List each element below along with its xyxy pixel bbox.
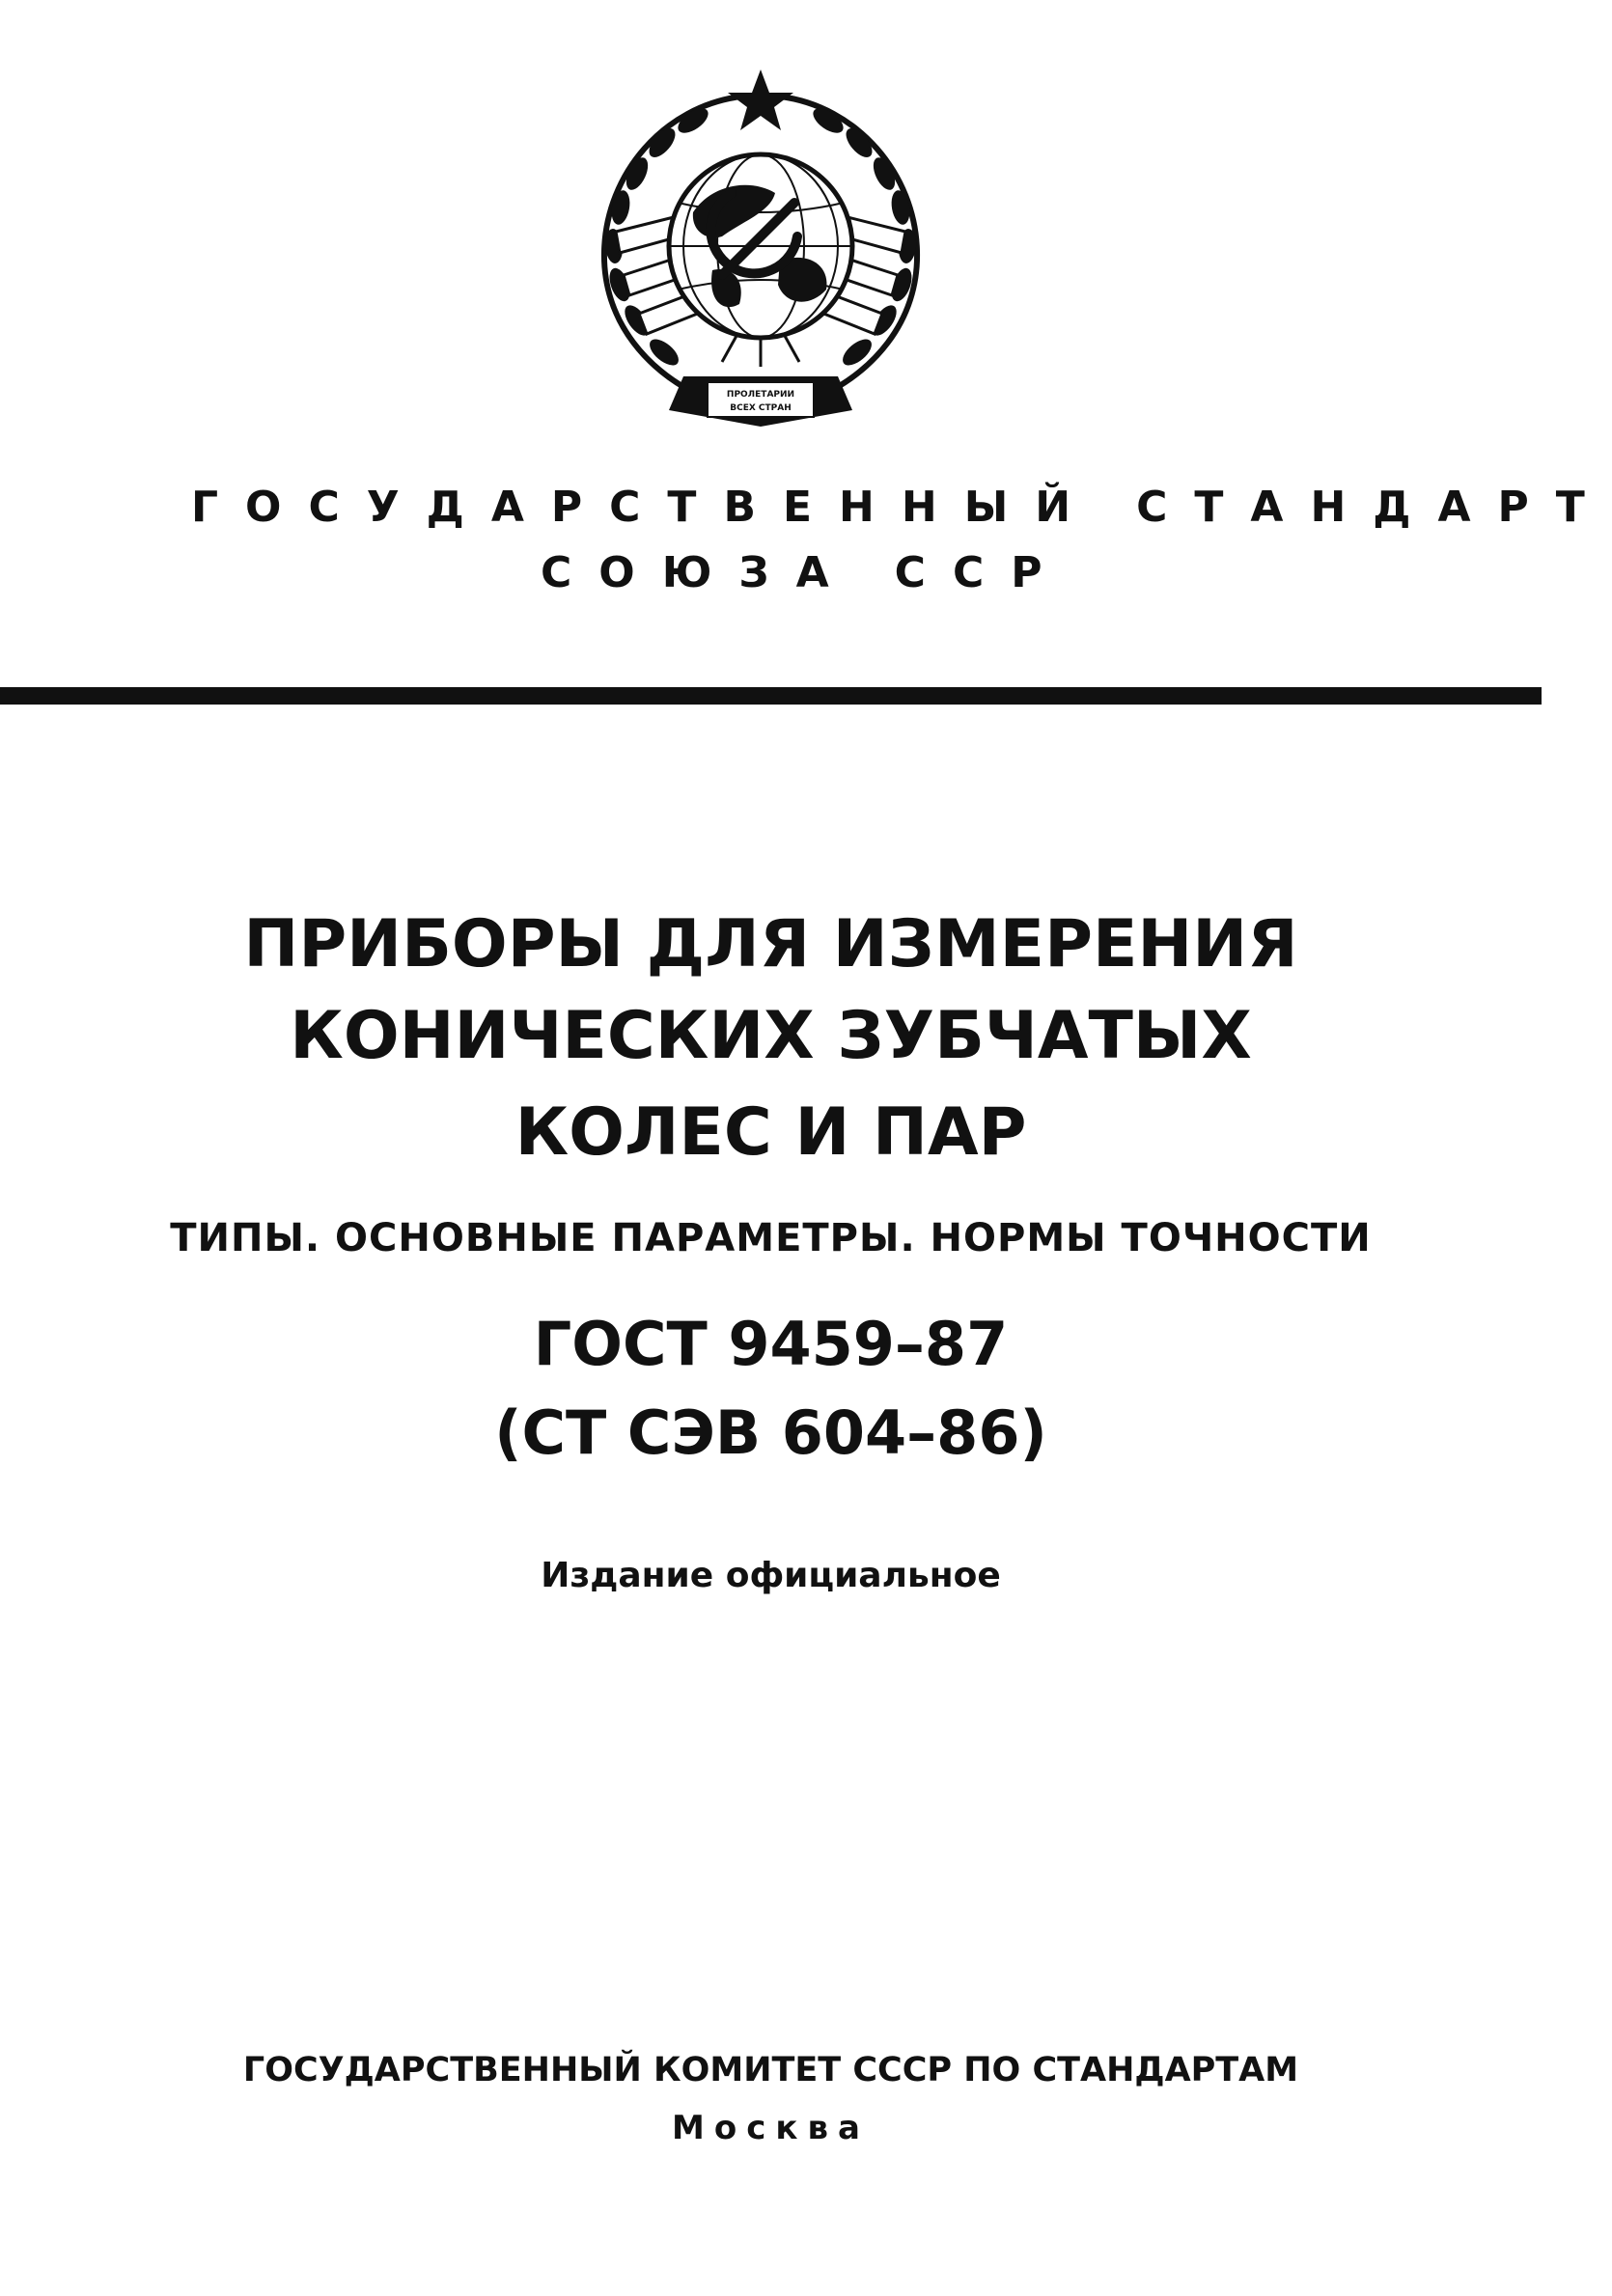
- document-title-line: КОЛЕС И ПАР: [514, 1094, 1027, 1171]
- header-divider: [0, 687, 1542, 705]
- header-word: ССР: [894, 548, 1070, 597]
- header-word: СТАНДАРТ: [1136, 483, 1612, 532]
- emblem-ribbon-text: ВСЕХ СТРАН: [730, 403, 792, 413]
- state-emblem-icon: [577, 68, 944, 442]
- standard-number: ГОСТ 9459–87: [533, 1309, 1009, 1379]
- document-title-line: КОНИЧЕСКИХ ЗУБЧАТЫХ: [290, 998, 1252, 1074]
- header-line-2: [541, 548, 1070, 597]
- publication-city: Москва: [672, 2109, 870, 2147]
- document-subtitle: ТИПЫ. ОСНОВНЫЕ ПАРАМЕТРЫ. НОРМЫ ТОЧНОСТИ: [170, 1216, 1372, 1260]
- document-title-line: ПРИБОРЫ ДЛЯ ИЗМЕРЕНИЯ: [243, 906, 1298, 982]
- header-line-1: [191, 483, 1612, 532]
- cmea-standard-number: (СТ СЭВ 604–86): [494, 1397, 1047, 1468]
- edition-note: Издание официальное: [541, 1556, 1001, 1595]
- header-word: СОЮЗА: [541, 548, 856, 597]
- header-word: ГОСУДАРСТВЕННЫЙ: [191, 483, 1098, 532]
- emblem-ribbon-text: ПРОЛЕТАРИИ: [726, 390, 795, 400]
- publisher: ГОСУДАРСТВЕННЫЙ КОМИТЕТ СССР ПО СТАНДАРТАМ: [242, 2051, 1299, 2089]
